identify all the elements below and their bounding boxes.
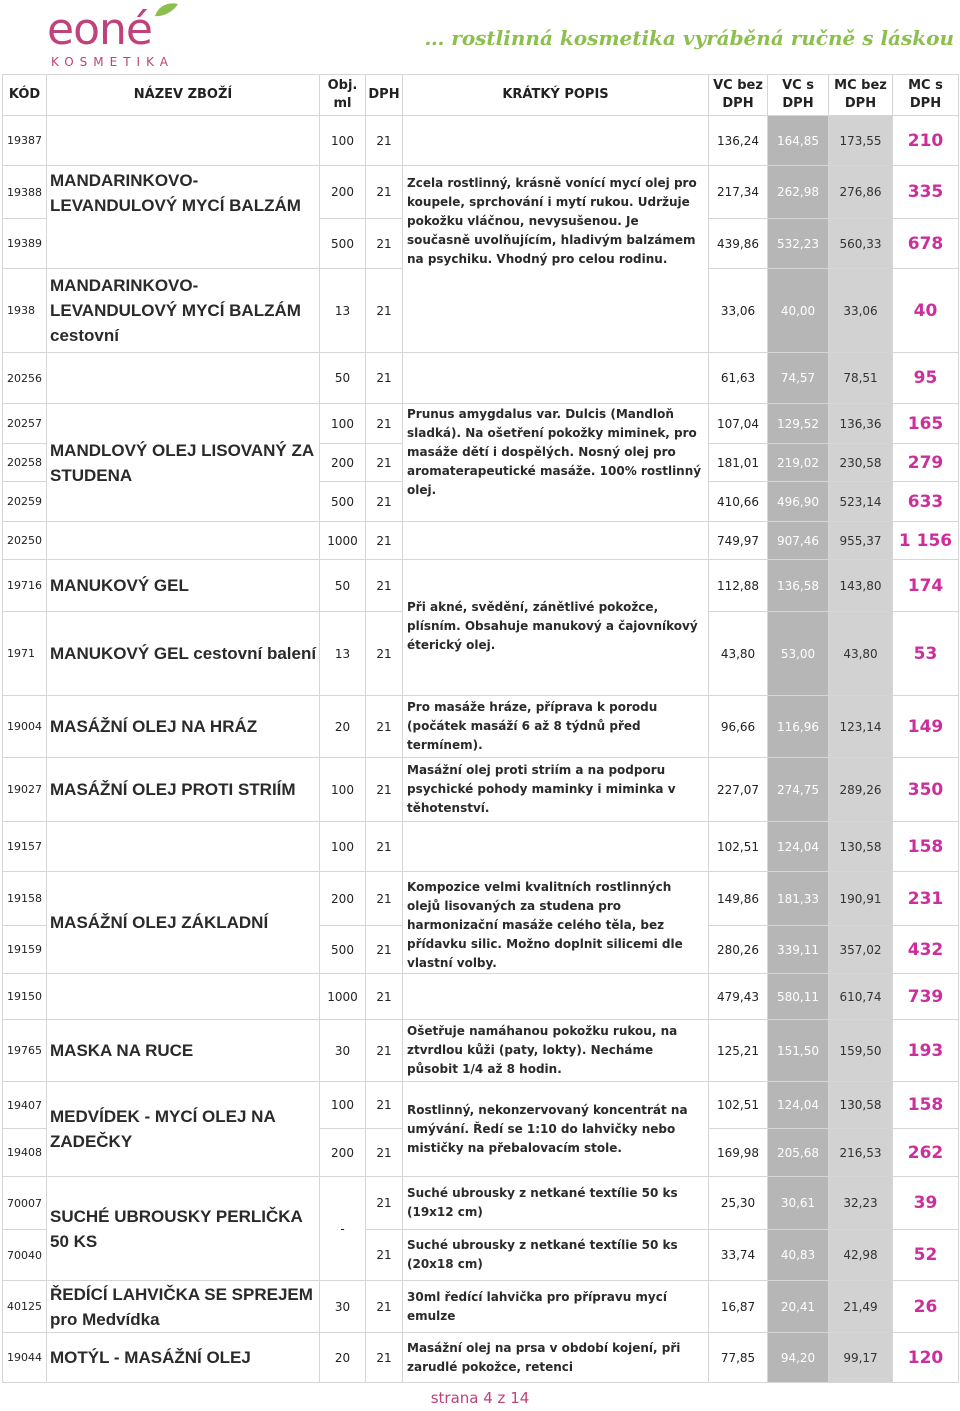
vc-bez-cell: 439,86 [709, 219, 768, 269]
vc-s-cell: 496,90 [768, 482, 829, 522]
mc-bez-cell: 143,80 [829, 560, 893, 612]
mc-s-cell: 739 [893, 974, 959, 1020]
table-row [3, 522, 959, 560]
vat-cell: 21 [366, 1082, 403, 1129]
vat-cell: 21 [366, 758, 403, 822]
volume-cell: 200 [320, 444, 366, 482]
mc-bez-cell: 357,02 [829, 926, 893, 974]
mc-s-cell: 158 [893, 1082, 959, 1129]
name-cell: MASKA NA RUCE [47, 1020, 320, 1082]
mc-s-cell: 678 [893, 219, 959, 269]
vc-s-cell: 74,57 [768, 353, 829, 404]
name-cell [47, 116, 320, 166]
vat-cell: 21 [366, 269, 403, 353]
name-cell: SUCHÉ UBROUSKY PERLIČKA 50 KS [47, 1177, 320, 1281]
vat-cell: 21 [366, 1129, 403, 1177]
description-cell: Masážní olej na prsa v období kojení, při zarudlé pokožce, retenci [403, 1333, 709, 1383]
mc-bez-cell: 136,36 [829, 404, 893, 444]
name-cell: MEDVÍDEK - MYCÍ OLEJ NA ZADEČKY [47, 1082, 320, 1177]
header-nazev: NÁZEV ZBOŽÍ [47, 75, 320, 116]
code-cell: 20250 [3, 522, 47, 560]
code-cell: 19408 [3, 1129, 47, 1177]
table-row [3, 822, 959, 872]
code-cell: 20259 [3, 482, 47, 522]
vc-s-cell: 53,00 [768, 612, 829, 696]
mc-s-cell: 335 [893, 166, 959, 219]
vc-s-cell: 262,98 [768, 166, 829, 219]
table-row [3, 974, 959, 1020]
description-cell [403, 116, 709, 166]
table-row [3, 1177, 959, 1230]
vc-s-cell: 94,20 [768, 1333, 829, 1383]
vc-bez-cell: 61,63 [709, 353, 768, 404]
name-cell: MASÁŽNÍ OLEJ NA HRÁZ [47, 696, 320, 758]
header-popis: KRÁTKÝ POPIS [403, 75, 709, 116]
header-mc-s: MC s DPH [893, 75, 959, 116]
code-cell: 20257 [3, 404, 47, 444]
volume-cell: 1000 [320, 522, 366, 560]
vc-s-cell: 151,50 [768, 1020, 829, 1082]
description-cell: Kompozice velmi kvalitních rostlinných olejů lisovaných za studena pro harmonizační masáže celého těla, bez přídavku silic. Možno doplnit silicemi dle vlastní volby. [403, 872, 709, 974]
mc-s-cell: 149 [893, 696, 959, 758]
vc-bez-cell: 149,86 [709, 872, 768, 926]
vat-cell: 21 [366, 974, 403, 1020]
vat-cell: 21 [366, 353, 403, 404]
mc-bez-cell: 955,37 [829, 522, 893, 560]
vc-bez-cell: 749,97 [709, 522, 768, 560]
table-row [3, 166, 959, 219]
vc-s-cell: 30,61 [768, 1177, 829, 1230]
vat-cell: 21 [366, 872, 403, 926]
description-cell: 30ml ředící lahvička pro přípravu mycí emulze [403, 1281, 709, 1333]
name-cell: MOTÝL - MASÁŽNÍ OLEJ [47, 1333, 320, 1383]
volume-cell: 13 [320, 612, 366, 696]
vc-bez-cell: 107,04 [709, 404, 768, 444]
vc-bez-cell: 280,26 [709, 926, 768, 974]
code-cell: 19389 [3, 219, 47, 269]
code-cell: 19044 [3, 1333, 47, 1383]
code-cell: 1971 [3, 612, 47, 696]
vat-cell: 21 [366, 1020, 403, 1082]
code-cell: 19158 [3, 872, 47, 926]
vc-s-cell: 136,58 [768, 560, 829, 612]
vc-s-cell: 124,04 [768, 822, 829, 872]
mc-bez-cell: 159,50 [829, 1020, 893, 1082]
vc-bez-cell: 96,66 [709, 696, 768, 758]
description-cell: Masážní olej proti striím a na podporu psychické pohody maminky i miminka v těhotenství. [403, 758, 709, 822]
vc-s-cell: 40,00 [768, 269, 829, 353]
mc-bez-cell: 610,74 [829, 974, 893, 1020]
vat-cell: 21 [366, 612, 403, 696]
volume-cell: 20 [320, 1333, 366, 1383]
description-cell: Suché ubrousky z netkané textílie 50 ks (20x18 cm) [403, 1230, 709, 1281]
vat-cell: 21 [366, 822, 403, 872]
vc-bez-cell: 102,51 [709, 1082, 768, 1129]
name-cell: MANUKOVÝ GEL [47, 560, 320, 612]
mc-bez-cell: 230,58 [829, 444, 893, 482]
volume-cell: 13 [320, 269, 366, 353]
volume-cell: 500 [320, 219, 366, 269]
vc-bez-cell: 112,88 [709, 560, 768, 612]
brand-logo [47, 6, 197, 68]
code-cell: 19387 [3, 116, 47, 166]
mc-s-cell: 210 [893, 116, 959, 166]
mc-bez-cell: 43,80 [829, 612, 893, 696]
volume-cell: 20 [320, 696, 366, 758]
mc-s-cell: 165 [893, 404, 959, 444]
code-cell: 40125 [3, 1281, 47, 1333]
table-row [3, 1333, 959, 1383]
mc-bez-cell: 130,58 [829, 822, 893, 872]
mc-s-cell: 193 [893, 1020, 959, 1082]
table-row [3, 353, 959, 404]
mc-s-cell: 39 [893, 1177, 959, 1230]
volume-cell: 1000 [320, 974, 366, 1020]
mc-bez-cell: 32,23 [829, 1177, 893, 1230]
vc-s-cell: 116,96 [768, 696, 829, 758]
table-row [3, 404, 959, 444]
mc-s-cell: 40 [893, 269, 959, 353]
mc-s-cell: 174 [893, 560, 959, 612]
vc-bez-cell: 181,01 [709, 444, 768, 482]
mc-s-cell: 279 [893, 444, 959, 482]
mc-s-cell: 432 [893, 926, 959, 974]
code-cell: 70007 [3, 1177, 47, 1230]
vat-cell: 21 [366, 696, 403, 758]
vc-s-cell: 205,68 [768, 1129, 829, 1177]
vc-s-cell: 20,41 [768, 1281, 829, 1333]
description-cell: Suché ubrousky z netkané textílie 50 ks (19x12 cm) [403, 1177, 709, 1230]
volume-cell: 200 [320, 166, 366, 219]
name-cell: MANDARINKOVO-LEVANDULOVÝ MYCÍ BALZÁM cestovní [47, 269, 320, 353]
volume-cell: 200 [320, 1129, 366, 1177]
code-cell: 19150 [3, 974, 47, 1020]
vc-bez-cell: 479,43 [709, 974, 768, 1020]
vc-s-cell: 164,85 [768, 116, 829, 166]
table-header [3, 75, 959, 116]
vc-bez-cell: 33,74 [709, 1230, 768, 1281]
description-cell: Ošetřuje namáhanou pokožku rukou, na ztvrdlou kůži (paty, lokty). Necháme působit 1/4 až 8 hodin. [403, 1020, 709, 1082]
mc-s-cell: 120 [893, 1333, 959, 1383]
description-cell: Prunus amygdalus var. Dulcis (Mandloň sladká). Na ošetření pokožky miminek, pro masáže dětí i dospělých. Nosný olej pro aromaterapeutické masáže. 100% rostlinný olej. [403, 404, 709, 522]
vc-s-cell: 274,75 [768, 758, 829, 822]
name-cell [47, 974, 320, 1020]
vc-s-cell: 219,02 [768, 444, 829, 482]
volume-cell: 100 [320, 758, 366, 822]
leaf-icon [153, 2, 179, 18]
vat-cell: 21 [366, 1333, 403, 1383]
brand-name: eoné [47, 4, 152, 55]
volume-cell: 100 [320, 116, 366, 166]
vc-s-cell: 580,11 [768, 974, 829, 1020]
description-cell: Zcela rostlinný, krásně vonící mycí olej pro koupele, sprchování i mytí rukou. Udržuje pokožku vláčnou, nevysušenou. Je současně uvolňujícím, hladivým balzámem na psychiku. Vhodný pro celou rodinu. [403, 166, 709, 353]
volume-cell: 100 [320, 404, 366, 444]
mc-s-cell: 158 [893, 822, 959, 872]
mc-bez-cell: 276,86 [829, 166, 893, 219]
description-cell: Při akné, svědění, zánětlivé pokožce, plísním. Obsahuje manukový a čajovníkový éterický olej. [403, 560, 709, 696]
mc-bez-cell: 560,33 [829, 219, 893, 269]
vc-bez-cell: 169,98 [709, 1129, 768, 1177]
vc-bez-cell: 410,66 [709, 482, 768, 522]
volume-cell: - [320, 1177, 366, 1281]
volume-cell: 50 [320, 353, 366, 404]
name-cell: MASÁŽNÍ OLEJ PROTI STRIÍM [47, 758, 320, 822]
name-cell: MASÁŽNÍ OLEJ ZÁKLADNÍ [47, 872, 320, 974]
code-cell: 19765 [3, 1020, 47, 1082]
vc-bez-cell: 33,06 [709, 269, 768, 353]
code-cell: 19159 [3, 926, 47, 974]
table-row [3, 1082, 959, 1129]
code-cell: 70040 [3, 1230, 47, 1281]
vat-cell: 21 [366, 926, 403, 974]
name-cell: MANDLOVÝ OLEJ LISOVANÝ ZA STUDENA [47, 404, 320, 522]
description-cell: Pro masáže hráze, příprava k porodu (počátek masáží 6 až 8 týdnů před termínem). [403, 696, 709, 758]
description-cell [403, 522, 709, 560]
vc-bez-cell: 217,34 [709, 166, 768, 219]
mc-bez-cell: 78,51 [829, 353, 893, 404]
table-row [3, 560, 959, 612]
header-kod: KÓD [3, 75, 47, 116]
table-row [3, 1281, 959, 1333]
mc-bez-cell: 173,55 [829, 116, 893, 166]
vc-bez-cell: 136,24 [709, 116, 768, 166]
description-cell [403, 353, 709, 404]
vc-bez-cell: 227,07 [709, 758, 768, 822]
volume-cell: 500 [320, 926, 366, 974]
volume-cell: 50 [320, 560, 366, 612]
vc-bez-cell: 43,80 [709, 612, 768, 696]
vc-s-cell: 129,52 [768, 404, 829, 444]
mc-bez-cell: 190,91 [829, 872, 893, 926]
vat-cell: 21 [366, 1177, 403, 1230]
table-row [3, 116, 959, 166]
code-cell: 19157 [3, 822, 47, 872]
mc-s-cell: 53 [893, 612, 959, 696]
mc-bez-cell: 99,17 [829, 1333, 893, 1383]
vat-cell: 21 [366, 1281, 403, 1333]
name-cell: MANUKOVÝ GEL cestovní balení [47, 612, 320, 696]
mc-bez-cell: 123,14 [829, 696, 893, 758]
code-cell: 19716 [3, 560, 47, 612]
vat-cell: 21 [366, 444, 403, 482]
code-cell: 20258 [3, 444, 47, 482]
vc-bez-cell: 77,85 [709, 1333, 768, 1383]
header-mc-bez: MC bez DPH [829, 75, 893, 116]
mc-bez-cell: 21,49 [829, 1281, 893, 1333]
name-cell [47, 822, 320, 872]
mc-bez-cell: 33,06 [829, 269, 893, 353]
mc-s-cell: 1 156 [893, 522, 959, 560]
vat-cell: 21 [366, 1230, 403, 1281]
vc-s-cell: 181,33 [768, 872, 829, 926]
header-obj: Obj. ml [320, 75, 366, 116]
vc-bez-cell: 25,30 [709, 1177, 768, 1230]
name-cell: MANDARINKOVO-LEVANDULOVÝ MYCÍ BALZÁM [47, 166, 320, 269]
vc-bez-cell: 102,51 [709, 822, 768, 872]
mc-s-cell: 633 [893, 482, 959, 522]
vat-cell: 21 [366, 482, 403, 522]
name-cell: ŘEDÍCÍ LAHVIČKA SE SPREJEM pro Medvídka [47, 1281, 320, 1333]
table-row [3, 1020, 959, 1082]
mc-s-cell: 95 [893, 353, 959, 404]
volume-cell: 30 [320, 1020, 366, 1082]
vc-s-cell: 40,83 [768, 1230, 829, 1281]
code-cell: 19407 [3, 1082, 47, 1129]
header-vc-s: VC s DPH [768, 75, 829, 116]
page-number: strana 4 z 14 [430, 1389, 530, 1407]
vc-bez-cell: 125,21 [709, 1020, 768, 1082]
vc-s-cell: 339,11 [768, 926, 829, 974]
price-table [2, 74, 959, 1383]
vc-s-cell: 532,23 [768, 219, 829, 269]
description-cell: Rostlinný, nekonzervovaný koncentrát na umývání. Ředí se 1:10 do lahvičky nebo mističky na přebalovacím stole. [403, 1082, 709, 1177]
vc-bez-cell: 16,87 [709, 1281, 768, 1333]
mc-s-cell: 350 [893, 758, 959, 822]
mc-s-cell: 262 [893, 1129, 959, 1177]
vat-cell: 21 [366, 404, 403, 444]
description-cell [403, 822, 709, 872]
mc-bez-cell: 523,14 [829, 482, 893, 522]
vat-cell: 21 [366, 219, 403, 269]
mc-s-cell: 26 [893, 1281, 959, 1333]
name-cell [47, 522, 320, 560]
header-dph: DPH [366, 75, 403, 116]
description-cell [403, 974, 709, 1020]
volume-cell: 30 [320, 1281, 366, 1333]
table-row [3, 758, 959, 822]
code-cell: 19027 [3, 758, 47, 822]
vat-cell: 21 [366, 560, 403, 612]
table-row [3, 696, 959, 758]
mc-s-cell: 231 [893, 872, 959, 926]
mc-bez-cell: 289,26 [829, 758, 893, 822]
name-cell [47, 353, 320, 404]
header-vc-bez: VC bez DPH [709, 75, 768, 116]
volume-cell: 500 [320, 482, 366, 522]
brand-sub: KOSMETIKA [51, 55, 174, 69]
table-row [3, 872, 959, 926]
mc-bez-cell: 42,98 [829, 1230, 893, 1281]
slogan: … rostlinná kosmetika vyráběná ručně s láskou [424, 26, 954, 50]
vc-s-cell: 124,04 [768, 1082, 829, 1129]
mc-bez-cell: 130,58 [829, 1082, 893, 1129]
mc-bez-cell: 216,53 [829, 1129, 893, 1177]
mc-s-cell: 52 [893, 1230, 959, 1281]
code-cell: 19004 [3, 696, 47, 758]
vc-s-cell: 907,46 [768, 522, 829, 560]
volume-cell: 100 [320, 822, 366, 872]
code-cell: 19388 [3, 166, 47, 219]
vat-cell: 21 [366, 116, 403, 166]
code-cell: 20256 [3, 353, 47, 404]
code-cell: 1938 [3, 269, 47, 353]
volume-cell: 200 [320, 872, 366, 926]
vat-cell: 21 [366, 522, 403, 560]
vat-cell: 21 [366, 166, 403, 219]
volume-cell: 100 [320, 1082, 366, 1129]
